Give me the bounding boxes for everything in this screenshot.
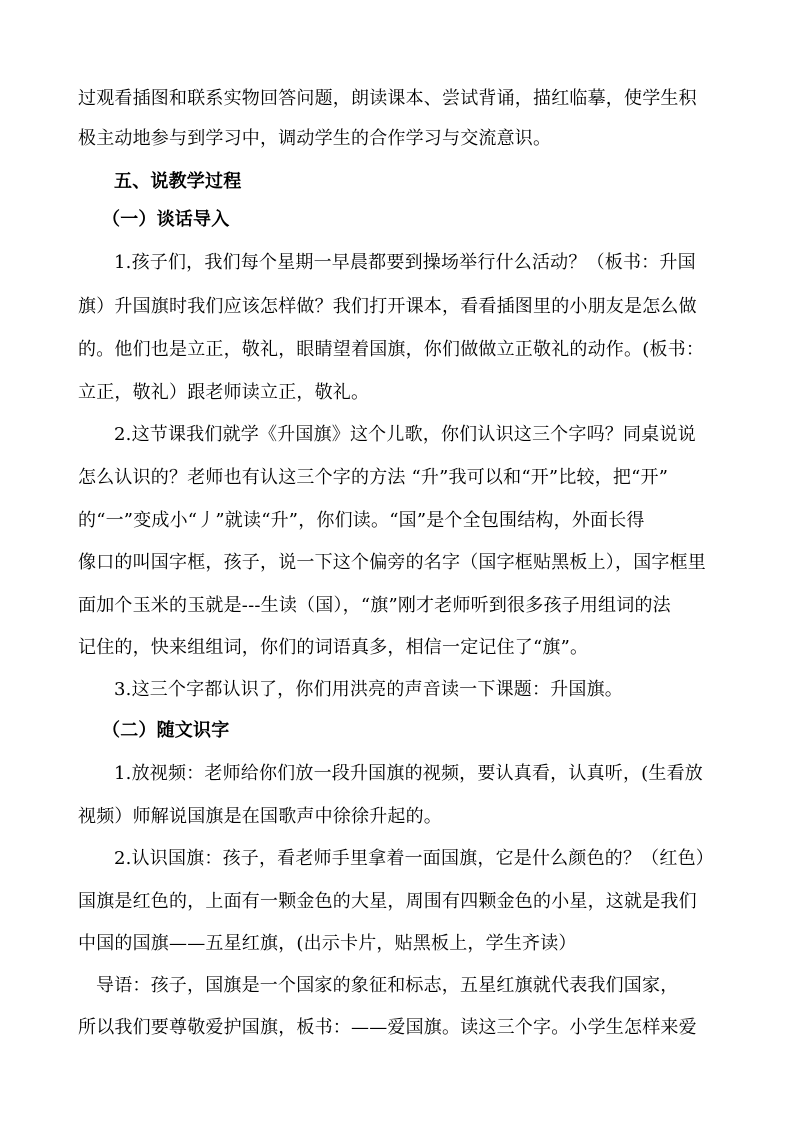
paragraph-line-21: 中国的国旗——五星红旗，(出示卡片，贴黑板上，学生齐读） xyxy=(78,933,577,954)
paragraph-line-20: 国旗是红色的，上面有一颗金色的大星，周围有四颗金色的小星，这就是我们 xyxy=(78,891,697,912)
paragraph-line-22: 导语：孩子，国旗是一个国家的象征和标志，五星红旗就代表我们国家， xyxy=(96,975,679,996)
paragraph-line-6: 旗）升国旗时我们应该怎样做？我们打开课本，看看插图里的小朋友是怎么做 xyxy=(78,296,697,317)
subsection-heading-introduction: （一）谈话导入 xyxy=(102,209,230,230)
paragraph-line-17: 1.放视频：老师给你们放一段升国旗的视频，要认真看，认真听，(生看放 xyxy=(114,763,703,784)
section-heading-teaching-process: 五、说教学过程 xyxy=(114,171,242,192)
paragraph-line-5: 1.孩子们，我们每个星期一早晨都要到操场举行什么活动？（板书：升国 xyxy=(114,252,696,273)
paragraph-line-10: 怎么认识的？老师也有认这三个字的方法 “升”我可以和“开”比较，把“开” xyxy=(78,467,669,488)
paragraph-line-7: 的。他们也是立正，敬礼，眼睛望着国旗，你们做做立正敬礼的动作。(板书： xyxy=(78,339,705,360)
paragraph-line-8: 立正，敬礼）跟老师读立正，敬礼。 xyxy=(78,382,370,403)
paragraph-line-15: 3.这三个字都认识了，你们用洪亮的声音读一下课题：升国旗。 xyxy=(114,679,623,700)
paragraph-line-1: 过观看插图和联系实物回答问题，朗读课本、尝试背诵，描红临摹，使学生积 xyxy=(78,88,697,109)
paragraph-line-12: 像口的叫国字框，孩子，说一下这个偏旁的名字（国字框贴黑板上），国字框里 xyxy=(78,552,706,573)
paragraph-line-2: 极主动地参与到学习中，调动学生的合作学习与交流意识。 xyxy=(78,128,552,149)
paragraph-line-11: 的“一”变成小“丿”就读“升”，你们读。“国”是个全包围结构，外面长得 xyxy=(78,510,645,531)
paragraph-line-23: 所以我们要尊敬爱护国旗，板书：——爱国旗。读这三个字。小学生怎样来爱 xyxy=(78,1017,697,1038)
paragraph-line-13: 面加个玉米的玉就是---生读（国），“旗”刚才老师听到很多孩子用组词的法 xyxy=(78,595,671,616)
subsection-heading-character-learning: （二）随文识字 xyxy=(102,720,230,741)
paragraph-line-9: 2.这节课我们就学《升国旗》这个儿歌，你们认识这三个字吗？同桌说说 xyxy=(114,424,696,445)
paragraph-line-19: 2.认识国旗：孩子，看老师手里拿着一面国旗，它是什么颜色的？（红色） xyxy=(114,848,714,869)
paragraph-line-14: 记住的，快来组组词，你们的词语真多，相信一定记住了“旗”。 xyxy=(78,637,589,658)
paragraph-line-18: 视频）师解说国旗是在国歌声中徐徐升起的。 xyxy=(78,806,442,827)
